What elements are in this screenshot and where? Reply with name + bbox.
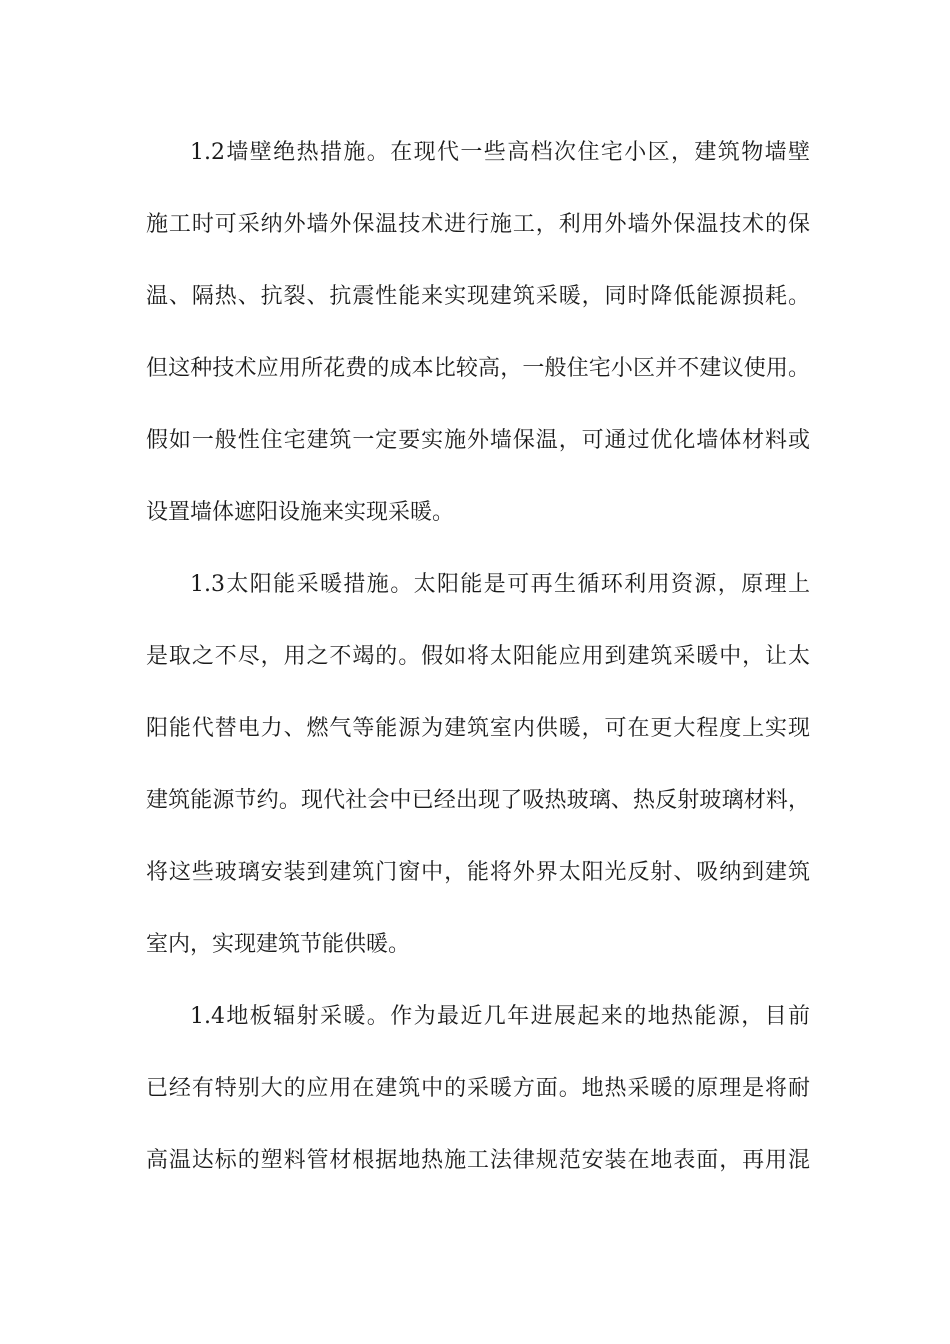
paragraph-1-2-line-4: 但这种技术应用所花费的成本比较高，一般住宅小区并不建议使用。 bbox=[146, 356, 810, 381]
paragraph-1-2-line-2: 施工时可采纳外墙外保温技术进行施工，利用外墙外保温技术的保 bbox=[146, 212, 810, 237]
paragraph-1-4-line-2: 已经有特别大的应用在建筑中的采暖方面。地热采暖的原理是将耐 bbox=[146, 1076, 810, 1101]
paragraph-1-2-line-3: 温、隔热、抗裂、抗震性能来实现建筑采暖，同时降低能源损耗。 bbox=[146, 284, 810, 309]
paragraph-1-2-line-1: 1.2墙壁绝热措施。在现代一些高档次住宅小区，建筑物墙壁 bbox=[190, 140, 810, 165]
paragraph-1-3-line-3: 阳能代替电力、燃气等能源为建筑室内供暖，可在更大程度上实现 bbox=[146, 716, 810, 741]
paragraph-1-2-line-6: 设置墙体遮阳设施来实现采暖。 bbox=[146, 500, 455, 525]
paragraph-1-3-line-2: 是取之不尽，用之不竭的。假如将太阳能应用到建筑采暖中，让太 bbox=[146, 644, 810, 669]
paragraph-1-4-line-1: 1.4地板辐射采暖。作为最近几年进展起来的地热能源，目前 bbox=[190, 1004, 810, 1029]
paragraph-1-3-line-4: 建筑能源节约。现代社会中已经出现了吸热玻璃、热反射玻璃材料， bbox=[146, 788, 810, 813]
paragraph-1-3-line-1: 1.3太阳能采暖措施。太阳能是可再生循环利用资源，原理上 bbox=[190, 572, 810, 597]
paragraph-1-3-line-6: 室内，实现建筑节能供暖。 bbox=[146, 932, 411, 957]
paragraph-1-4-line-3: 高温达标的塑料管材根据地热施工法律规范安装在地表面，再用混 bbox=[146, 1148, 810, 1173]
paragraph-1-2-line-5: 假如一般性住宅建筑一定要实施外墙保温，可通过优化墙体材料或 bbox=[146, 428, 810, 453]
paragraph-1-3-line-5: 将这些玻璃安装到建筑门窗中，能将外界太阳光反射、吸纳到建筑 bbox=[146, 860, 810, 885]
